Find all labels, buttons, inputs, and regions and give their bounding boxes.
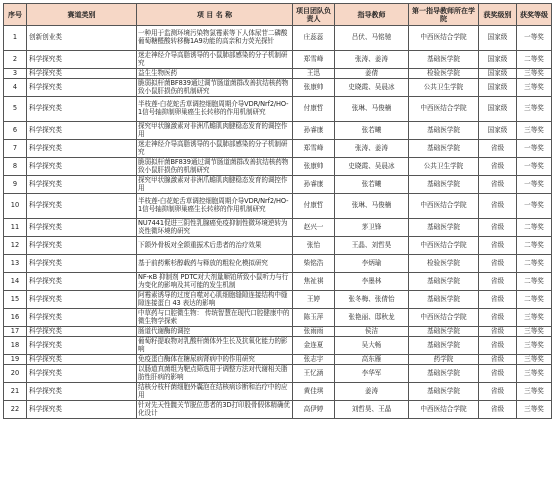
row-award-level: 国家级 bbox=[479, 51, 517, 69]
table-row bbox=[4, 291, 552, 309]
row-advisor: 王晶、刘哲昊 bbox=[335, 237, 409, 255]
row-track: 科学探究类 bbox=[27, 327, 137, 337]
row-project-title: 结核分枝杆菌细胞外囊泡在结核病诊断和治疗中的应用 bbox=[137, 383, 293, 401]
row-award-grade: 三等奖 bbox=[517, 365, 552, 383]
row-award-level: 国家级 bbox=[479, 97, 517, 122]
row-advisor: 侯洁 bbox=[335, 327, 409, 337]
row-award-grade: 三等奖 bbox=[517, 69, 552, 79]
row-award-grade: 三等奖 bbox=[517, 97, 552, 122]
header-college: 第一指导教师所在学院 bbox=[409, 4, 479, 26]
row-track: 科学探究类 bbox=[27, 122, 137, 140]
row-track: 科学探究类 bbox=[27, 97, 137, 122]
row-number: 20 bbox=[4, 365, 27, 383]
row-award-grade: 二等奖 bbox=[517, 291, 552, 309]
row-number: 16 bbox=[4, 309, 27, 327]
row-team-leader: 孙睿康 bbox=[293, 176, 335, 194]
row-team-leader: 金连夏 bbox=[293, 337, 335, 355]
row-award-grade: 二等奖 bbox=[517, 255, 552, 273]
row-project-title: 益生生物医药 bbox=[137, 69, 293, 79]
row-award-level: 省级 bbox=[479, 355, 517, 365]
table-row bbox=[4, 140, 552, 158]
row-track: 科学探究类 bbox=[27, 273, 137, 291]
row-advisor: 姜涛 bbox=[335, 383, 409, 401]
awards-table bbox=[3, 3, 552, 419]
row-advisor: 史晓霞、吴晨冰 bbox=[335, 158, 409, 176]
row-advisor: 李炳瑜 bbox=[335, 255, 409, 273]
row-number: 3 bbox=[4, 69, 27, 79]
table-row bbox=[4, 79, 552, 97]
row-college: 药学院 bbox=[409, 355, 479, 365]
header-award-level: 获奖级别 bbox=[479, 4, 517, 26]
row-award-level: 省级 bbox=[479, 401, 517, 419]
row-track: 科学探究类 bbox=[27, 355, 137, 365]
table-row bbox=[4, 97, 552, 122]
row-number: 21 bbox=[4, 383, 27, 401]
row-award-level: 省级 bbox=[479, 337, 517, 355]
table-row bbox=[4, 401, 552, 419]
row-number: 1 bbox=[4, 26, 27, 51]
row-project-title: NU7441促进三阴性乳腺癌免疫抑制性微环境逆转为炎性微环境的研究 bbox=[137, 219, 293, 237]
row-team-leader: 张康帅 bbox=[293, 158, 335, 176]
table-row bbox=[4, 219, 552, 237]
row-project-title: 针对先天性髋关节脱位患者的3D打印股骨假体精确优化设计 bbox=[137, 401, 293, 419]
row-award-level: 国家级 bbox=[479, 122, 517, 140]
row-award-level: 省级 bbox=[479, 255, 517, 273]
row-number: 17 bbox=[4, 327, 27, 337]
row-college: 检验医学院 bbox=[409, 69, 479, 79]
row-team-leader: 张志宇 bbox=[293, 355, 335, 365]
row-team-leader: 庄蕊蕊 bbox=[293, 26, 335, 51]
row-advisor: 吕伏、马铭驰 bbox=[335, 26, 409, 51]
row-award-level: 省级 bbox=[479, 237, 517, 255]
table-row bbox=[4, 383, 552, 401]
row-advisor: 茅卫锋 bbox=[335, 219, 409, 237]
row-project-title: 迷走神经介导高脂诱导的小鼠肺部感染的分子机制研究 bbox=[137, 51, 293, 69]
row-track: 科学探究类 bbox=[27, 291, 137, 309]
row-award-grade: 三等奖 bbox=[517, 327, 552, 337]
row-award-grade: 三等奖 bbox=[517, 355, 552, 365]
header-award-grade: 获奖等级 bbox=[517, 4, 552, 26]
table-row bbox=[4, 237, 552, 255]
row-award-level: 省级 bbox=[479, 309, 517, 327]
row-team-leader: 柴铭浩 bbox=[293, 255, 335, 273]
table-row bbox=[4, 69, 552, 79]
row-project-title: NF-κB 抑制剂 PDTC对大剂量顺铂所致小鼠听力与行为变化的影响及其可能的发生机制 bbox=[137, 273, 293, 291]
row-project-title: 以肠道真菌组为靶点筛选用于调整方法对代谢相关脂肪性肝病的影响 bbox=[137, 365, 293, 383]
row-college: 检验医学院 bbox=[409, 255, 479, 273]
row-number: 5 bbox=[4, 97, 27, 122]
row-track: 科学探究类 bbox=[27, 383, 137, 401]
table-row bbox=[4, 355, 552, 365]
row-advisor: 吴大畅 bbox=[335, 337, 409, 355]
row-number: 14 bbox=[4, 273, 27, 291]
row-advisor: 李华军 bbox=[335, 365, 409, 383]
row-advisor: 史晓霞、吴晨冰 bbox=[335, 79, 409, 97]
row-track: 科学探究类 bbox=[27, 255, 137, 273]
row-number: 19 bbox=[4, 355, 27, 365]
row-number: 12 bbox=[4, 237, 27, 255]
row-college: 基础医学院 bbox=[409, 122, 479, 140]
row-award-level: 省级 bbox=[479, 176, 517, 194]
row-award-level: 国家级 bbox=[479, 79, 517, 97]
row-college: 中西医结合学院 bbox=[409, 309, 479, 327]
row-college: 基础医学院 bbox=[409, 337, 479, 355]
table-row bbox=[4, 365, 552, 383]
table-row bbox=[4, 158, 552, 176]
row-track: 科学探究类 bbox=[27, 69, 137, 79]
row-project-title: 半枝莲-白花蛇舌草调控细胞周期介导VDR/Nrf2/HO-1信号轴抑制卵巢癌生长转移的作用机制研究 bbox=[137, 194, 293, 219]
row-advisor: 高东雁 bbox=[335, 355, 409, 365]
row-advisor: 张涛、姜涛 bbox=[335, 140, 409, 158]
row-number: 9 bbox=[4, 176, 27, 194]
row-award-grade: 三等奖 bbox=[517, 122, 552, 140]
row-award-grade: 一等奖 bbox=[517, 140, 552, 158]
header-number: 序号 bbox=[4, 4, 27, 26]
row-project-title: 脆弱拟杆菌BF839通过调节肠道菌群改善抗结核药物致小鼠肝损伤的机制研究 bbox=[137, 158, 293, 176]
row-college: 基础医学院 bbox=[409, 327, 479, 337]
row-college: 基础医学院 bbox=[409, 176, 479, 194]
row-award-level: 省级 bbox=[479, 291, 517, 309]
table-row bbox=[4, 122, 552, 140]
row-award-grade: 三等奖 bbox=[517, 79, 552, 97]
row-number: 8 bbox=[4, 158, 27, 176]
row-advisor: 张琳、马俊楠 bbox=[335, 97, 409, 122]
row-track: 科学探究类 bbox=[27, 140, 137, 158]
row-project-title: 肠道代谢酶的调控 bbox=[137, 327, 293, 337]
header-advisor: 指导教师 bbox=[335, 4, 409, 26]
row-college: 中西医结合学院 bbox=[409, 194, 479, 219]
row-track: 科学探究类 bbox=[27, 309, 137, 327]
row-track: 科学探究类 bbox=[27, 194, 137, 219]
row-advisor: 张艳丽、邸秋龙 bbox=[335, 309, 409, 327]
row-award-grade: 一等奖 bbox=[517, 176, 552, 194]
row-award-grade: 二等奖 bbox=[517, 51, 552, 69]
table-row bbox=[4, 273, 552, 291]
row-team-leader: 张雨雨 bbox=[293, 327, 335, 337]
row-number: 15 bbox=[4, 291, 27, 309]
row-track: 科学探究类 bbox=[27, 337, 137, 355]
row-project-title: 阿霉素诱导的过度自噬对心肌细胞缝隙连接结构中缝隙连接蛋白 43 表达的影响 bbox=[137, 291, 293, 309]
row-advisor: 张冬梅、张倩怡 bbox=[335, 291, 409, 309]
row-team-leader: 高伊婷 bbox=[293, 401, 335, 419]
row-college: 中西医结合学院 bbox=[409, 26, 479, 51]
table-header-row bbox=[4, 4, 552, 26]
row-project-title: 一种用于监测环境污染物氯霉素等下人体尿苷二磷酸葡萄糖醛酸转移酶1A9功能的高亲和力荧光探针 bbox=[137, 26, 293, 51]
row-advisor: 张琳、马俊楠 bbox=[335, 194, 409, 219]
row-team-leader: 王婷 bbox=[293, 291, 335, 309]
row-college: 公共卫生学院 bbox=[409, 158, 479, 176]
row-college: 中西医结合学院 bbox=[409, 97, 479, 122]
row-team-leader: 郑雪峰 bbox=[293, 51, 335, 69]
row-college: 基础医学院 bbox=[409, 51, 479, 69]
row-award-level: 省级 bbox=[479, 327, 517, 337]
row-college: 基础医学院 bbox=[409, 219, 479, 237]
row-track: 科学探究类 bbox=[27, 51, 137, 69]
row-award-level: 国家级 bbox=[479, 26, 517, 51]
row-number: 18 bbox=[4, 337, 27, 355]
row-award-grade: 三等奖 bbox=[517, 309, 552, 327]
row-number: 4 bbox=[4, 79, 27, 97]
row-award-grade: 二等奖 bbox=[517, 273, 552, 291]
row-college: 基础医学院 bbox=[409, 140, 479, 158]
row-track: 科学探究类 bbox=[27, 219, 137, 237]
row-award-grade: 一等奖 bbox=[517, 158, 552, 176]
row-award-grade: 一等奖 bbox=[517, 26, 552, 51]
row-advisor: 张若曦 bbox=[335, 122, 409, 140]
row-award-level: 省级 bbox=[479, 273, 517, 291]
row-award-level: 省级 bbox=[479, 383, 517, 401]
row-college: 中西医结合学院 bbox=[409, 401, 479, 419]
row-team-leader: 付康哲 bbox=[293, 194, 335, 219]
row-team-leader: 陈玉萍 bbox=[293, 309, 335, 327]
row-team-leader: 张康帅 bbox=[293, 79, 335, 97]
row-college: 公共卫生学院 bbox=[409, 79, 479, 97]
table-row bbox=[4, 327, 552, 337]
row-team-leader: 付康哲 bbox=[293, 97, 335, 122]
row-team-leader: 王忆涵 bbox=[293, 365, 335, 383]
row-track: 科学探究类 bbox=[27, 176, 137, 194]
row-college: 基础医学院 bbox=[409, 291, 479, 309]
row-advisor: 姜倩 bbox=[335, 69, 409, 79]
table-row bbox=[4, 255, 552, 273]
header-project-title: 项 目 名 称 bbox=[137, 4, 293, 26]
row-team-leader: 黄佳琪 bbox=[293, 383, 335, 401]
table-row bbox=[4, 337, 552, 355]
row-project-title: 探究甲状腺激素对非洲爪蟾肌肉腱稳态发育的调控作用 bbox=[137, 176, 293, 194]
row-award-grade: 三等奖 bbox=[517, 401, 552, 419]
row-team-leader: 孙睿康 bbox=[293, 122, 335, 140]
row-project-title: 基于前药紫杉醇载药与释放的粗粒化模拟研究 bbox=[137, 255, 293, 273]
row-advisor: 李墨林 bbox=[335, 273, 409, 291]
row-award-level: 国家级 bbox=[479, 69, 517, 79]
row-award-level: 省级 bbox=[479, 140, 517, 158]
row-award-grade: 三等奖 bbox=[517, 337, 552, 355]
row-team-leader: 王迅 bbox=[293, 69, 335, 79]
row-award-grade: 二等奖 bbox=[517, 219, 552, 237]
row-college: 基础医学院 bbox=[409, 383, 479, 401]
row-award-level: 省级 bbox=[479, 219, 517, 237]
row-advisor: 张若曦 bbox=[335, 176, 409, 194]
row-number: 11 bbox=[4, 219, 27, 237]
header-track: 赛道类别 bbox=[27, 4, 137, 26]
row-team-leader: 焦祉祺 bbox=[293, 273, 335, 291]
row-college: 基础医学院 bbox=[409, 365, 479, 383]
row-award-grade: 二等奖 bbox=[517, 237, 552, 255]
awards-table-container bbox=[3, 3, 551, 419]
table-row bbox=[4, 26, 552, 51]
table-row bbox=[4, 176, 552, 194]
row-number: 10 bbox=[4, 194, 27, 219]
row-college: 基础医学院 bbox=[409, 273, 479, 291]
row-project-title: 脆弱拟杆菌BF839通过调节肠道菌群改善抗结核药物致小鼠肝损伤的机制研究 bbox=[137, 79, 293, 97]
table-row bbox=[4, 309, 552, 327]
row-project-title: 下颌外骨板对全颌重振术后患者的治疗效果 bbox=[137, 237, 293, 255]
row-team-leader: 赵兴一 bbox=[293, 219, 335, 237]
row-number: 6 bbox=[4, 122, 27, 140]
row-track: 科学探究类 bbox=[27, 401, 137, 419]
row-award-level: 省级 bbox=[479, 194, 517, 219]
row-number: 7 bbox=[4, 140, 27, 158]
row-project-title: 中草药与口腔微生物： 传统智慧在现代口腔健康中的微生物学探索 bbox=[137, 309, 293, 327]
row-project-title: 迷走神经介导高脂诱导的小鼠肺部感染的分子机制研究 bbox=[137, 140, 293, 158]
row-award-level: 省级 bbox=[479, 365, 517, 383]
row-advisor: 刘哲昊、王晶 bbox=[335, 401, 409, 419]
header-team-leader: 项目团队负责人 bbox=[293, 4, 335, 26]
row-team-leader: 张怡 bbox=[293, 237, 335, 255]
row-award-grade: 三等奖 bbox=[517, 383, 552, 401]
row-track: 科学探究类 bbox=[27, 79, 137, 97]
table-row bbox=[4, 194, 552, 219]
row-track: 科学探究类 bbox=[27, 158, 137, 176]
row-number: 22 bbox=[4, 401, 27, 419]
row-project-title: 葡萄籽提取物对乳酸杆菌体外生长及抗氧化能力的影响 bbox=[137, 337, 293, 355]
row-advisor: 张涛、姜涛 bbox=[335, 51, 409, 69]
table-row bbox=[4, 51, 552, 69]
row-project-title: 免疫蛋白酶体在糖尿病肾病中的作用研究 bbox=[137, 355, 293, 365]
row-award-grade: 一等奖 bbox=[517, 194, 552, 219]
row-college: 中西医结合学院 bbox=[409, 237, 479, 255]
row-project-title: 半枝莲-白花蛇舌草调控细胞周期介导VDR/Nrf2/HO-1信号轴抑制卵巢癌生长转移的作用机制研究 bbox=[137, 97, 293, 122]
row-number: 2 bbox=[4, 51, 27, 69]
row-track: 创新创业类 bbox=[27, 26, 137, 51]
row-number: 13 bbox=[4, 255, 27, 273]
row-team-leader: 郑雪峰 bbox=[293, 140, 335, 158]
row-award-level: 省级 bbox=[479, 158, 517, 176]
row-track: 科学探究类 bbox=[27, 237, 137, 255]
row-project-title: 探究甲状腺激素对非洲爪蟾肌肉腱稳态发育的调控作用 bbox=[137, 122, 293, 140]
row-track: 科学探究类 bbox=[27, 365, 137, 383]
